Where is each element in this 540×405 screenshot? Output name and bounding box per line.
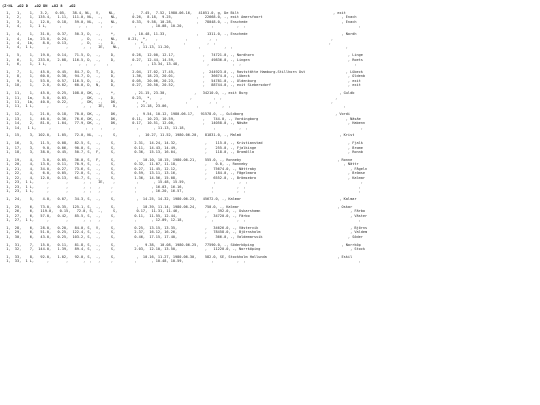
record-group — [2, 255, 540, 264]
record-line: 1, 8, 1, 60.0, 0.38, 94.7, D, -, D, 1.36, 18.23, 20.01, , 36674.0, -, Lübeck , Oldenb — [2, 74, 366, 79]
record-line: 1, 2, 1, 135.4, 1.11, 111.0, NL, -, NL, 0.26, 8.18, 9.25, , 22668.0, -, exit Amersfoort , Enach — [2, 15, 357, 20]
record-line: 1, 19, 4, 3.0, 0.05, 36.0, S, F, S, , 10.10, 10.15, 1980-06-21, 555.0, -, Ronneby , Ronne — [2, 157, 353, 162]
record-line: 1, 23, 1 L, , , , , , , , , 16.20, 16.57, , , , , — [2, 189, 361, 193]
record-listing — [2, 11, 540, 264]
record-line: 1, 33, 8, 92.0, 1.02, 92.0, S, -, S, , 10.16, 11.27, 1980-06-30, 582.0, SE, Stockholm Hallunda , Eskil — [2, 254, 353, 259]
record-line: 1, 30, 6, 43.0, 0.25, 103.2, S, -, S, 0.46, 17.15, 17.40, , 366.0, -, Valdemarsvik , Söder — [2, 234, 363, 239]
record-group — [2, 70, 540, 88]
record-line: 1, 9, 1, 53.0, 0.57, 116.5, D, -, D, 0.05, 20.06, 20.23, , 54781.0, -, Oldenburg , exit — [2, 78, 361, 83]
record-line: 1, 7, 1, 45.0, 0.45, 84.7, D, T, D, 2.04, 17.02, 17.45, , 244923.0, -, Raststätte Hamburg-Stillhorn Ost , Lübeck — [2, 69, 363, 74]
record-group — [2, 91, 540, 109]
record-line: 1, 28, 6, 28.0, 0.20, 84.0, S, V, S, 0.25, 13.15, 13.35, , 34626.0, -, Västervik , Björns — [2, 225, 368, 230]
record-group — [2, 32, 540, 50]
record-line: 1, 31, 7, 15.0, 0.11, 81.8, S, -, S, , 9.38, 10.08, 1980-06-25, 77590.0, -, Söderköping , Norrköp — [2, 242, 361, 247]
record-group — [2, 197, 540, 201]
record-line: 1, 23, 1 L, , , , , IE, , , , 15.48, 15.59, , , , , — [2, 180, 363, 185]
record-line: 1, 22, 4, 12.0, 0.13, 61.7, S, -, S, 1.36, 14.56, 15.08, , 6552.0, -, Brömsebro , Kalmar — [2, 175, 366, 180]
record-line: 1, 21, 4, 34.0, 0.27, 73.6, S, -, S, 0.27, 11.45, 12.12, , 75674.0, -, Nättraby , Fågeln — [2, 166, 368, 171]
record-line: 1, 14, 1 L, , , , , , , , , 11.13, 11.18, , , , , — [2, 125, 363, 130]
record-group — [2, 243, 540, 252]
record-group — [2, 158, 540, 194]
record-line: 1, 18, 3, 38.0, 0.45, 50.7, S, F, S, 0.36, 15.13, 16.04, , 118.0, -, Bromölla , Ronnb — [2, 150, 363, 155]
record-line: 1, 4, 1, 1 L, , , , , , , , 10.08, 10.20, , , , , — [2, 24, 361, 29]
record-line: 1, 12, 1, 21.0, 0.18, 70.0, DK, -, DK, , 9.54, 10.12, 1980-06-17, 91578.0, -, Guldborg , Vordi — [2, 112, 351, 117]
record-line: 1, 4, 1 L, , , , , IE, NL, , 11.13, 11.20, , , , , — [2, 45, 348, 50]
record-line: 1, 22, 4, 6.0, 0.05, 72.0, S, -, S, 0.59, 13.11, 13.16, , 184.0, -, Fågelmara , Brömse — [2, 171, 366, 176]
record-group — [2, 11, 540, 29]
record-line: 1, 10, 1, 2.0, 0.02, 60.0, D, N, D, 0.27, 20.50, 20.52, , 88744.0, -, exit Siebersdorf , exit — [2, 83, 361, 88]
record-line: 1, 16, 3, 11.5, 0.08, 82.5, S, -, S, 2.31, 14.24, 14.32, , 115.0, -, Kristianstad , Fjalk — [2, 141, 363, 146]
record-line: 1, 15, 3, 102.0, 1.05, 72.0, NL, -, S, , 10.27, 11.52, 1980-06-20, 81831.0, -, Malmö , Krist — [2, 133, 355, 138]
record-group — [2, 53, 540, 66]
record-line: 1, 11, 1b, 40.0, 0.22, , DK, -, DK, , *, , , , , , — [2, 100, 333, 104]
record-line: 1, 32, 7, 144.0, 1.39, 89.4, S, -, S, 2.03, 12.10, 13.50, , 11220.0, -, Norrköping , Stock — [2, 246, 366, 251]
record-group — [2, 133, 540, 137]
record-line: 1, 4, 1b, 8.0, 0.13, , D, -, D, , *, , , , , , — [2, 41, 331, 46]
record-group — [2, 205, 540, 223]
record-line: 1, 6, 1, 233.0, 2.08, 116.5, D, -, D, 0.27, 12.44, 14.59, , 49836.0, -, Lingen , Roets — [2, 57, 363, 62]
record-line: 1, 4, 1a, 23.0, 0.24, , D, -, NL, 0.21, *, , , , , , — [2, 36, 333, 41]
record-line: 1, 29, 6, 51.0, 0.25, 122.4, S, -, S, 2.37, 16.12, 16.26, , 78458.0, -, Björnsholm , Valdem — [2, 230, 368, 235]
record-line: 1, 11, 1, 45.0, 0.25, 108.0, DK, -, *, , 21.15, 23.30, , 34210.0, -, exit Burg , Guldb — [2, 91, 355, 96]
record-line: 1, 25, 6, 73.0, 0.35, 125.1, S, -, S, , 10.39, 11.14, 1980-06-24, 750.0, -, Kalmar , Oskar — [2, 204, 353, 209]
record-line: 1, 5, 1, 19.0, 0.14, 71.5, D, -, D, 0.28, 12.00, 12.17, , 74721.0, -, Nordhorn , Linge — [2, 53, 363, 58]
record-group — [2, 112, 540, 130]
record-line: 1, 1, 1, 3.2, 0.05, 38.4, NL, V, NL, , 7.45, 7.52, 1980-06-16, 41051.0, g, De Bilt , exit — [2, 11, 346, 15]
record-line: 1, 27, 1 L, , , , , , , , , 12.09, 12.18, , , , , — [2, 217, 361, 222]
record-line: 1, 11, 1 L, , , , , IE, D, , 21.18, 23.06, , , , , — [2, 104, 346, 109]
record-line: 1, 14, 2, 81.0, 1.04, 77.9, DK, -, DK, 0.17, 10.51, 12.00, , 14058.0, -, Näsäe , Habenn — [2, 121, 366, 126]
record-line: 1, 4, 1, 31.0, 0.37, 50.3, D, -, *, , 10.48, 11.33, , 1311.0, -, Enschede , Nordh — [2, 32, 357, 37]
record-group — [2, 141, 540, 154]
record-line: 1, 3, 1, 12.0, 0.18, 59.0, NL, -, NL, 0.33, 9.58, 10.28, , 78048.0, -, Enschede , Enach — [2, 19, 357, 24]
record-line: 1, 24, 5, 4.0, 0.07, 34.3, S, -, S, , 14.25, 14.32, 1980-06-23, 45672.0, -, Kalmar , Kalmar — [2, 196, 357, 201]
record-group — [2, 226, 540, 239]
record-line: 1, 20, 4, 13.0, 0.11, 70.9, S, -, S, 0.32, 11.07, 11.18, , 0.0, -, Ronneby , Nättr — [2, 162, 359, 167]
column-header: (Z-NL +O2 D +O2 DN +O2 8 +O2 — [2, 4, 76, 8]
record-line: 1, 17, 3, 9.0, 0.06, 90.0, S, -, S, 0.11, 14.43, 14.49, , 255.0, -, Fjalkinge , Brome — [2, 145, 363, 150]
record-line: 1, 23, 1 L, , , , , , , , , 16.03, 16.16, , , , , — [2, 184, 361, 189]
record-line: 1, 26, 6, 119.0, 0.15, 72.0, S, -, S, 0.17, 11.31, 11.46, , 392.0, -, Oskarshamn , Färbo — [2, 209, 366, 214]
record-line: 1, 13, 1, 46.0, 0.36, 76.6, DK, -, DK, 0.11, 10.23, 10.59, , 744.0, -, Vordingborg , Näsäe — [2, 116, 361, 121]
record-line: 1, 11, 1a, 5.0, 0.03, , DK, -, D, 0.23, *, , , , , , — [2, 95, 338, 100]
record-line: 1, 6, 1, 1 L, , , , , , , , 13.34, 13.48, , , , , — [2, 62, 357, 67]
record-line: 1, 33, 1 L, , , , , , , , , 10.48, 10.59, , , , , — [2, 259, 361, 264]
record-line: 1, 27, 6, 57.0, 0.42, 85.5, S, -, S, 0.11, 11.55, 12.44, , 34720.0, -, Färbo , Väster — [2, 213, 368, 218]
